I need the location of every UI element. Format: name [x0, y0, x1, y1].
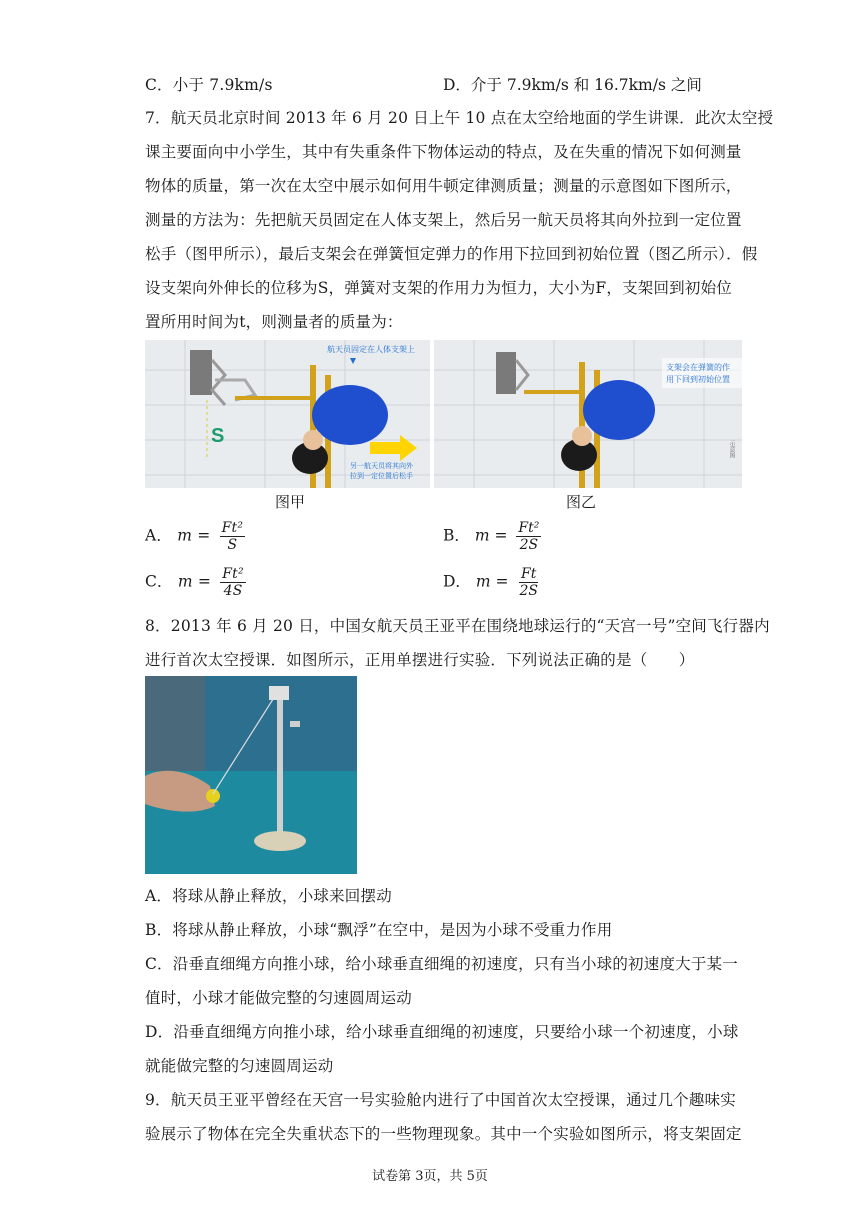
q7-line-6: 设支架向外伸长的位移为S，弹簧对支架的作用力为恒力，大小为F，支架回到初始位	[145, 279, 732, 297]
option-a-numerator: Ft²	[221, 520, 244, 536]
callout-return-1: 支架会在弹簧的作	[666, 363, 730, 372]
option-c-lhs: m =	[177, 572, 212, 591]
q7-figure-left	[145, 340, 430, 488]
q7-line-2: 课主要面向中小学生，其中有失重条件下物体运动的特点，及在失重的情况下如何测量	[145, 143, 742, 161]
option-b-label: B．	[443, 526, 470, 545]
option-b-fraction	[516, 520, 541, 553]
callout-pull-2: 拉到一定位置后松手	[350, 473, 413, 480]
q8-line-2: 进行首次太空授课．如图所示，正用单摆进行实验．下列说法正确的是（ ）	[145, 651, 695, 669]
q7-line-3: 物体的质量，第一次在太空中展示如何用牛顿定律测质量；测量的示意图如下图所示，	[145, 177, 742, 195]
callout-fixed: 航天员固定在人体支架上	[327, 345, 415, 354]
option-b-numerator: Ft²	[518, 520, 540, 536]
option-a-lhs: m =	[177, 526, 211, 545]
option-d-denominator: 2S	[519, 583, 538, 599]
page-footer: 试卷第 3页，共 5页	[372, 1169, 488, 1184]
option-a-fraction	[220, 520, 246, 553]
q8-pendulum-photo	[145, 676, 357, 874]
option-b-denominator: 2S	[519, 537, 539, 553]
caption-jia: 图甲	[275, 493, 306, 511]
q9-line-2: 验展示了物体在完全失重状态下的一些物理现象。其中一个实验如图所示，将支架固定	[145, 1125, 742, 1143]
option-b-lhs: m =	[474, 526, 508, 545]
option-a-denominator: S	[227, 537, 238, 553]
option-c-numerator: Ft²	[222, 566, 244, 582]
q8-option-a: A．将球从静止释放，小球来回摆动	[145, 887, 392, 905]
q8-option-d-line-1: D．沿垂直细绳方向推小球，给小球垂直细绳的初速度，只要给小球一个初速度，小球	[145, 1023, 739, 1041]
option-c-label: C．	[145, 572, 173, 591]
callout-return-2: 用下回到初始位置	[666, 375, 730, 384]
q8-option-c-line-2: 值时，小球才能做完整的匀速圆周运动	[145, 989, 412, 1007]
q8-option-c-line-1: C．沿垂直细绳方向推小球，给小球垂直细绳的初速度，只有当小球的初速度大于某一	[145, 955, 738, 973]
q8-option-b: B．将球从静止释放，小球“飘浮”在空中，是因为小球不受重力作用	[145, 921, 613, 939]
q9-line-1: 9．航天员王亚平曾经在天宫一号实验舱内进行了中国首次太空授课，通过几个趣味实	[145, 1091, 736, 1109]
option-d-fraction	[517, 566, 540, 599]
callout-pull-1: 另一航天员将其向外	[350, 463, 413, 470]
q8-option-d-line-2: 就能做完整的匀速圆周运动	[145, 1057, 334, 1075]
q7-line-5: 松手（图甲所示），最后支架会在弹簧恒定弹力的作用下拉回到初始位置（图乙所示）．假	[145, 245, 758, 263]
q7-line-1: 7．航天员北京时间 2013 年 6 月 20 日上午 10 点在太空给地面的学生讲课．此次太空授	[145, 109, 774, 127]
side-label: 示意图	[728, 440, 734, 458]
s-label: S	[211, 425, 225, 447]
option-d-numerator: Ft	[521, 566, 537, 582]
q6-option-c: C．小于 7.9km/s	[145, 76, 273, 94]
q7-line-4: 测量的方法为：先把航天员固定在人体支架上，然后另一航天员将其向外拉到一定位置	[145, 211, 742, 229]
option-d-label: D．	[443, 572, 471, 591]
q6-option-d: D．介于 7.9km/s 和 16.7km/s 之间	[443, 76, 702, 94]
caption-yi: 图乙	[566, 493, 597, 511]
q7-line-7: 置所用时间为t，则测量者的质量为：	[145, 313, 403, 331]
option-c-denominator: 4S	[223, 583, 243, 599]
q7-option-c	[145, 566, 246, 599]
option-d-lhs: m =	[475, 572, 509, 591]
q8-line-1: 8．2013 年 6 月 20 日，中国女航天员王亚平在围绕地球运行的“天宫一号”空间飞行器内	[145, 617, 770, 635]
option-c-fraction	[220, 566, 246, 599]
q7-option-b	[443, 520, 541, 553]
q7-option-d	[443, 566, 540, 599]
q7-option-a	[145, 520, 245, 553]
q7-figure-right	[434, 340, 742, 488]
option-a-label: A．	[145, 526, 173, 545]
